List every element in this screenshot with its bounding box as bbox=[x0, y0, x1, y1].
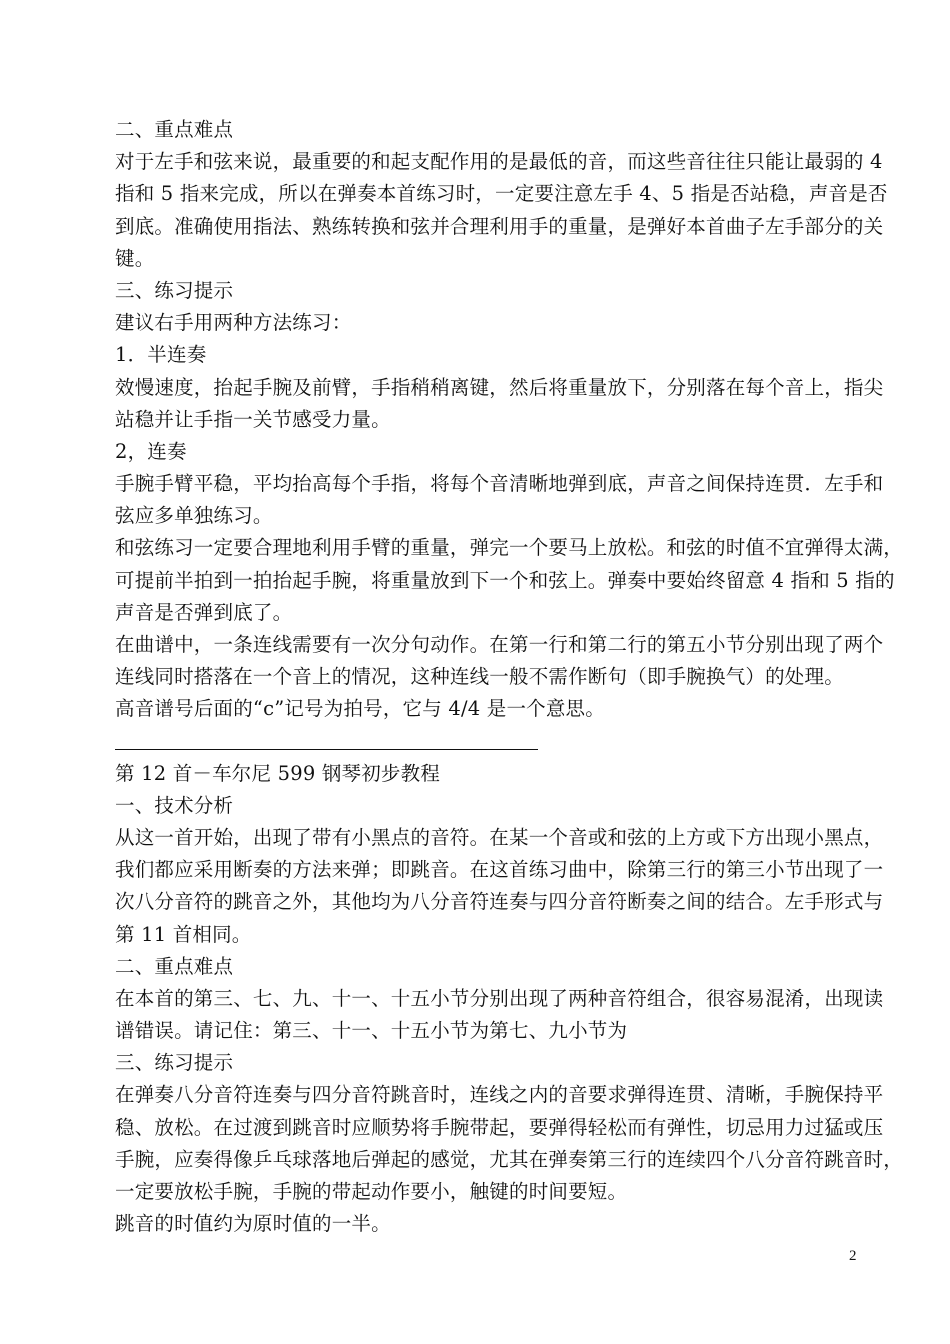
paragraph-line: 建议右手用两种方法练习： bbox=[115, 311, 352, 335]
paragraph-line: 指和 5 指来完成，所以在弹奏本首练习时，一定要注意左手 4、5 指是否站稳，声音是否 bbox=[115, 182, 888, 206]
paragraph-line: 在曲谱中，一条连线需要有一次分句动作。在第一行和第二行的第五小节分别出现了两个 bbox=[115, 633, 884, 656]
paragraph-line: 稳、放松。在过渡到跳音时应顺势将手腕带起，要弹得轻松而有弹性，切忌用力过猛或压 bbox=[115, 1115, 884, 1139]
paragraph-line: 键。 bbox=[115, 246, 155, 270]
paragraph-line: 声音是否弹到底了。 bbox=[115, 600, 293, 624]
section-heading-key-points: 二、重点难点 bbox=[115, 954, 234, 978]
paragraph-line: 站稳并让手指一关节感受力量。 bbox=[115, 407, 391, 431]
section-heading-practice-tips: 三、练习提示 bbox=[115, 278, 234, 302]
page-number: 2 bbox=[849, 1248, 857, 1264]
paragraph-line: 到底。准确使用指法、熟练转换和弦并合理利用手的重量，是弹好本首曲子左手部分的关 bbox=[115, 214, 884, 238]
paragraph-line: 谱错误。请记住：第三、十一、十五小节为第七、九小节为 bbox=[115, 1019, 628, 1043]
section-heading-analysis: 一、技术分析 bbox=[115, 793, 234, 817]
paragraph-line: 在弹奏八分音符连奏与四分音符跳音时，连线之内的音要求弹得连贯、清晰，手腕保持平 bbox=[115, 1083, 884, 1107]
paragraph-line: 连线同时搭落在一个音上的情况，这种连线一般不需作断句（即手腕换气）的处理。 bbox=[115, 665, 844, 689]
method-title-semi-legato: 1．半连奏 bbox=[115, 343, 207, 367]
paragraph-line: 效慢速度，抬起手腕及前臂，手指稍稍离键，然后将重量放下，分别落在每个音上，指尖 bbox=[115, 375, 884, 399]
section-heading-practice-tips: 三、练习提示 bbox=[115, 1051, 234, 1075]
paragraph-line: 一定要放松手腕，手腕的带起动作要小，触键的时间要短。 bbox=[115, 1180, 628, 1203]
paragraph-line: 在本首的第三、七、九、十一、十五小节分别出现了两种音符组合，很容易混淆，出现读 bbox=[115, 986, 884, 1010]
paragraph-line: 次八分音符的跳音之外，其他均为八分音符连奏与四分音符断奏之间的结合。左手形式与 bbox=[115, 890, 884, 914]
document-body bbox=[115, 114, 904, 1240]
method-title-legato: 2，连奏 bbox=[115, 439, 187, 463]
paragraph-line: 从这一首开始，出现了带有小黑点的音符。在某一个音或和弦的上方或下方出现小黑点， bbox=[115, 825, 884, 849]
paragraph-line: 高音谱号后面的“c”记号为拍号，它与 4/4 是一个意思。 bbox=[115, 697, 605, 721]
paragraph-line: 跳音的时值约为原时值的一半。 bbox=[115, 1212, 391, 1236]
paragraph-line: 手腕，应奏得像乒乓球落地后弹起的感觉，尤其在弹奏第三行的连续四个八分音符跳音时， bbox=[115, 1147, 904, 1171]
paragraph-line: 我们都应采用断奏的方法来弹；即跳音。在这首练习曲中，除第三行的第三小节出现了一 bbox=[115, 858, 884, 882]
paragraph-line: 弦应多单独练习。 bbox=[115, 504, 273, 528]
section-divider bbox=[115, 749, 538, 750]
paragraph-line: 手腕手臂平稳，平均抬高每个手指，将每个音清晰地弹到底，声音之间保持连贯．左手和 bbox=[115, 472, 884, 496]
piece-title: 第 12 首－车尔尼 599 钢琴初步教程 bbox=[115, 761, 441, 785]
paragraph-line: 和弦练习一定要合理地利用手臂的重量，弹完一个要马上放松。和弦的时值不宜弹得太满， bbox=[115, 536, 904, 560]
paragraph-line: 可提前半拍到一拍抬起手腕，将重量放到下一个和弦上。弹奏中要始终留意 4 指和 5 指的 bbox=[115, 568, 895, 592]
paragraph-line: 第 11 首相同。 bbox=[115, 922, 252, 946]
paragraph-line: 对于左手和弦来说，最重要的和起支配作用的是最低的音，而这些音往往只能让最弱的 4 bbox=[115, 150, 883, 174]
section-heading-key-points: 二、重点难点 bbox=[115, 118, 234, 141]
